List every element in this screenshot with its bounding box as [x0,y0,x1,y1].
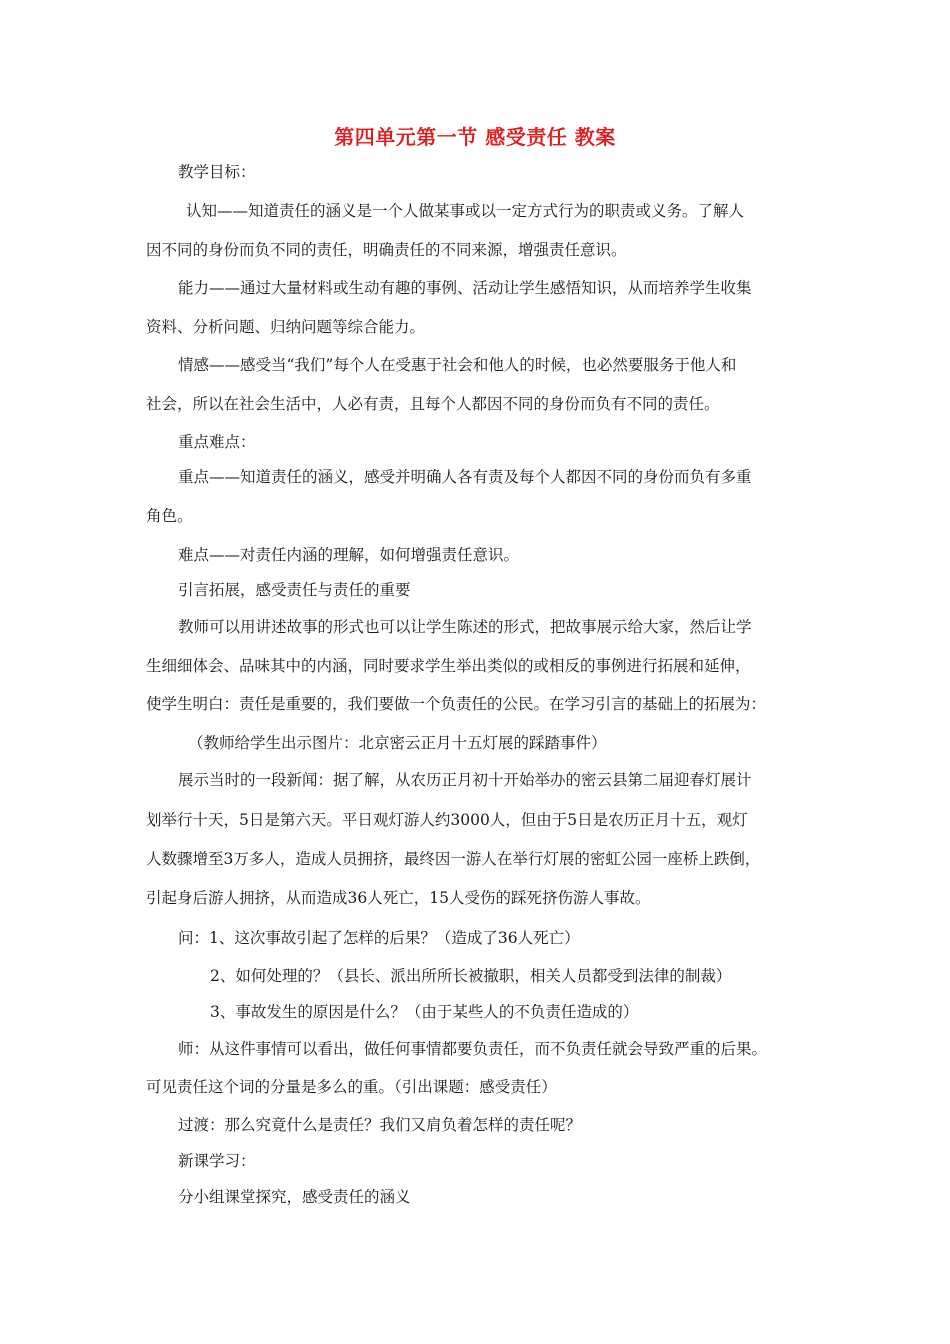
text-line: 可见责任这个词的分量是多么的重。（引出课题：感受责任） [146,1078,557,1096]
text-line: 3、事故发生的原因是什么？（由于某些人的不负责任造成的） [210,1003,639,1021]
text-line: 划举行十天，5日是第六天。平日观灯游人约3000人，但由于5日是农历正月十五，观灯 [146,811,748,829]
text-line: 教学目标： [178,163,256,181]
text-line: 角色。 [146,507,193,525]
text-line: 新课学习： [178,1152,256,1170]
document-title: 第四单元第一节 感受责任 教案 [334,125,616,149]
text-line: 人数骤增至3万多人，造成人员拥挤，最终因一游人在举行灯展的密虹公园一座桥上跌倒， [146,850,761,868]
text-line: 引起身后游人拥挤，从而造成36人死亡，15人受伤的踩死挤伤游人事故。 [146,889,651,907]
text-line: 使学生明白：责任是重要的，我们要做一个负责任的公民。在学习引言的基础上的拓展为： [146,695,767,713]
text-line: 展示当时的一段新闻：据了解，从农历正月初十开始举办的密云县第二届迎春灯展计 [178,771,752,789]
text-line: 重点——知道责任的涵义，感受并明确人各有责及每个人都因不同的身份而负有多重 [178,468,752,486]
text-line: 分小组课堂探究，感受责任的涵义 [178,1188,411,1206]
text-line: 资料、分析问题、归纳问题等综合能力。 [146,318,426,336]
text-line: 师：从这件事情可以看出，做任何事情都要负责任，而不负责任就会导致严重的后果。 [178,1040,768,1058]
text-line: 重点难点： [178,433,256,451]
text-line: 因不同的身份而负不同的责任，明确责任的不同来源，增强责任意识。 [146,241,627,259]
text-line: 情感——感受当“我们”每个人在受惠于社会和他人的时候，也必然要服务于他人和 [178,356,737,374]
text-line: 社会，所以在社会生活中，人必有责，且每个人都因不同的身份而负有不同的责任。 [146,395,720,413]
text-line: 难点——对责任内涵的理解，如何增强责任意识。 [178,546,520,564]
text-line: 问：1、这次事故引起了怎样的后果？（造成了36人死亡） [178,929,580,947]
text-line: 能力——通过大量材料或生动有趣的事例、活动让学生感悟知识，从而培养学生收集 [178,279,752,297]
text-line: （教师给学生出示图片：北京密云正月十五灯展的踩踏事件） [188,734,607,752]
text-line: 教师可以用讲述故事的形式也可以让学生陈述的形式，把故事展示给大家，然后让学 [178,618,752,636]
text-line: 2、如何处理的？（县长、派出所所长被撤职，相关人员都受到法律的制裁） [210,967,732,985]
text-line: 生细细体会、品味其中的内涵，同时要求学生举出类似的或相反的事例进行拓展和延伸， [146,657,751,675]
text-line: 引言拓展，感受责任与责任的重要 [178,581,411,599]
text-line: 过渡：那么究竟什么是责任？我们又肩负着怎样的责任呢？ [178,1116,582,1134]
text-line: 认知——知道责任的涵义是一个人做某事或以一定方式行为的职责或义务。了解人 [186,202,745,220]
